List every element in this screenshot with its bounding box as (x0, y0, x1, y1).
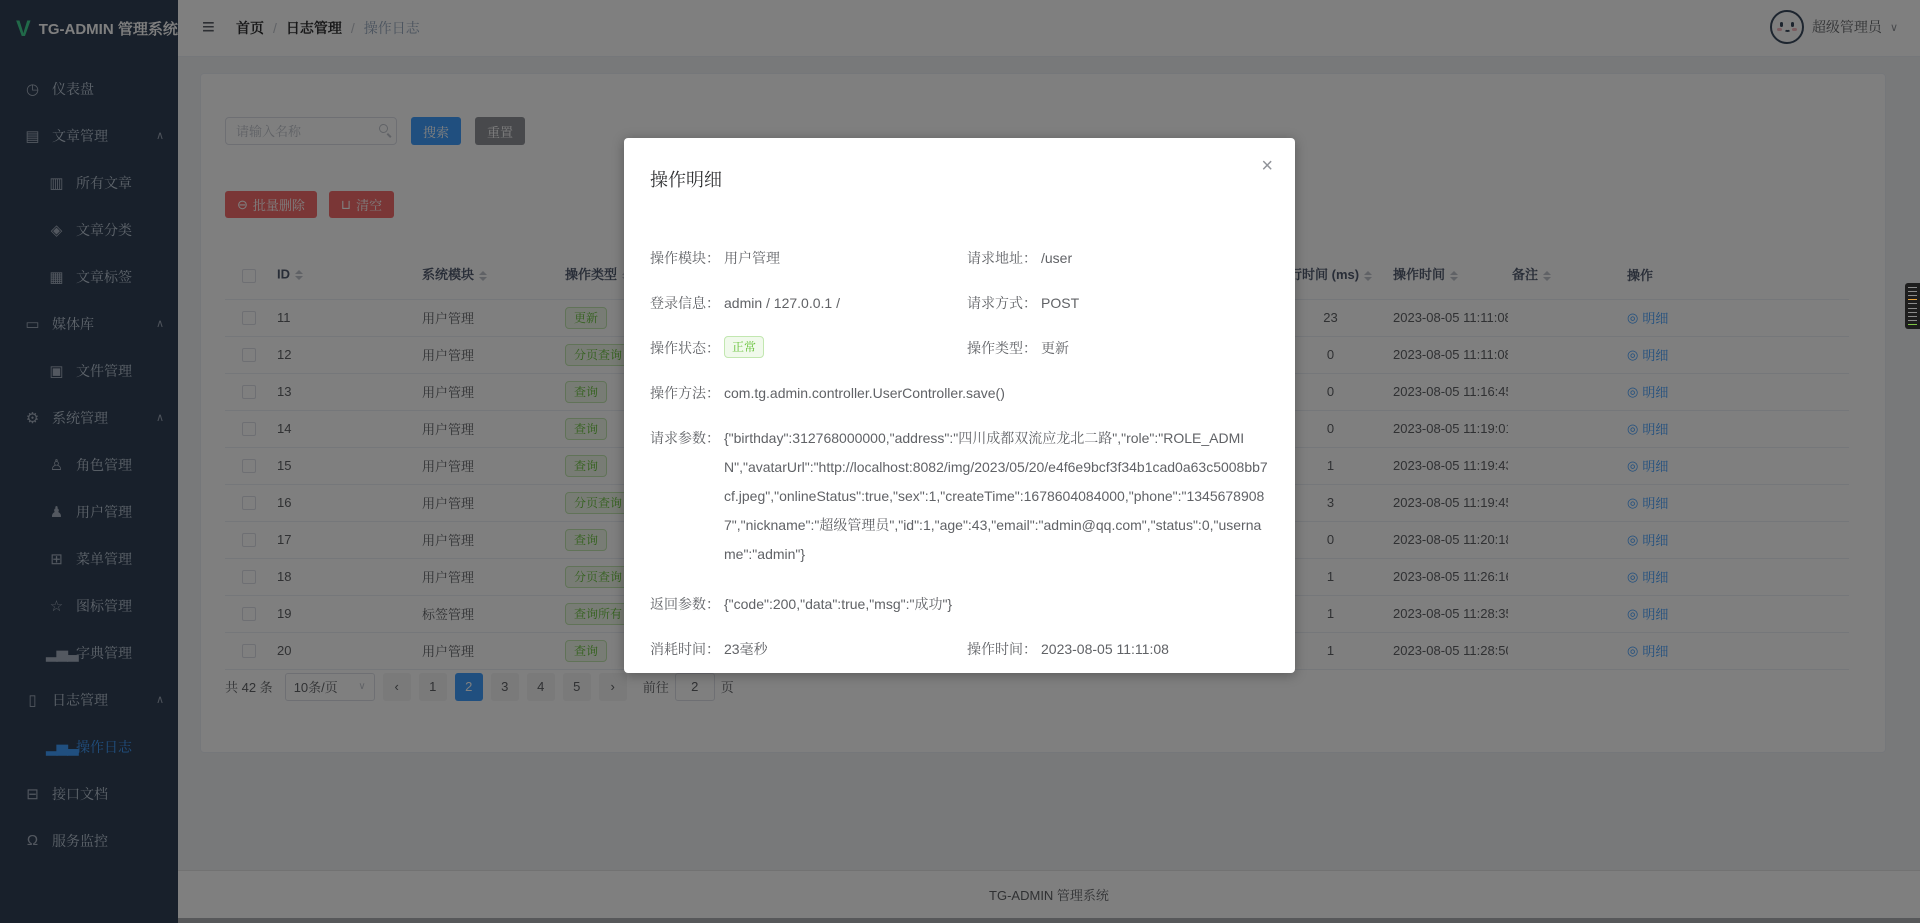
modal-row (650, 338, 1269, 358)
field-value-op-time: 2023-08-05 11:11:08 (1041, 641, 1169, 657)
modal-title: 操作明细 (650, 170, 722, 190)
field-value-req-params: {"birthday":312768000000,"address":"四川成都双流应龙北二路","role":"ROLE_ADMIN","avatarUrl":"http://localhost:8082/img/2023/05/20/e4f6e9bcf3f34b1cad0a63c5008bb7cf.jpeg","onlineStatus":true,"sex":1,"createTime":1678604084000,"phone":"13456789087","nickname":"超级管理员","id":1,"age":43,"email":"admin@qq.com","status":0,"username":"admin"} (724, 430, 1268, 562)
field-value-req-method: POST (1041, 295, 1080, 311)
field-value-op-type: 更新 (1041, 340, 1069, 356)
modal-row (650, 639, 1269, 659)
field-label: 消耗时间： (650, 641, 720, 657)
browser-extension-widget[interactable] (1905, 283, 1920, 329)
field-value-module: 用户管理 (724, 250, 780, 266)
field-label: 操作模块： (650, 250, 720, 266)
close-icon[interactable]: × (1261, 155, 1273, 177)
operation-detail-modal (624, 138, 1295, 673)
modal-row (650, 594, 1269, 614)
field-value-login: admin / 127.0.0.1 / (724, 295, 840, 311)
modal-body (650, 248, 1269, 659)
field-label: 返回参数： (650, 596, 720, 612)
field-value-ret-params: {"code":200,"data":true,"msg":"成功"} (724, 596, 953, 612)
field-label: 操作方法： (650, 385, 720, 401)
field-label: 请求参数： (650, 430, 720, 446)
field-label: 登录信息： (650, 295, 720, 311)
modal-row (650, 428, 1269, 569)
field-label: 请求方式： (967, 295, 1037, 311)
status-badge: 正常 (724, 336, 764, 358)
modal-row (650, 293, 1269, 313)
field-value-cost: 23毫秒 (724, 641, 768, 657)
field-value-req-url: /user (1041, 250, 1073, 266)
modal-row (650, 248, 1269, 268)
modal-row (650, 383, 1269, 403)
field-label: 操作时间： (967, 641, 1037, 657)
field-label: 操作状态： (650, 340, 720, 356)
field-label: 操作类型： (967, 340, 1037, 356)
field-label: 请求地址： (967, 250, 1037, 266)
field-value-method: com.tg.admin.controller.UserController.save() (724, 385, 1005, 401)
